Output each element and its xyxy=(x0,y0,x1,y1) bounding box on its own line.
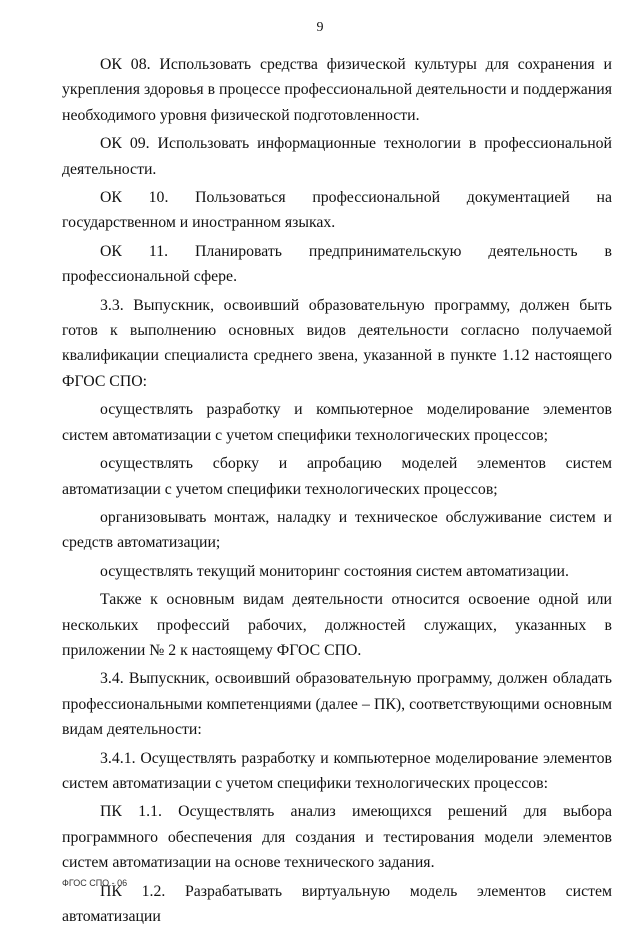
list-item-activity-3: организовывать монтаж, наладку и техническое обслуживание систем и средств автоматизации; xyxy=(62,508,612,552)
paragraph-ok-10: ОК 10. Пользоваться профессиональной документацией на государственном и иностранном языках. xyxy=(62,189,612,232)
list-item-activity-1: осуществлять разработку и компьютерное моделирование элементов систем автоматизации с учетом специфики технологических процессов; xyxy=(62,401,612,444)
paragraph-ok-08: ОК 08. Использовать средства физической культуры для сохранения и укрепления здоровья в процессе профессиональной деятельности и поддержания необходимого уровня физической подготовленности. xyxy=(62,56,612,124)
paragraph-3-4: 3.4. Выпускник, освоивший образовательную программу, должен обладать профессиональными компетенциями (далее – ПК), соответствующими основным видам деятельности: xyxy=(62,670,612,739)
paragraph-additional-professions: Также к основным видам деятельности относится освоение одной или нескольких профессий рабочих, должностей служащих, указанных в приложении № 2 к настоящему ФГОС СПО. xyxy=(62,591,612,659)
page-number: 9 xyxy=(316,20,324,35)
paragraph-ok-11: ОК 11. Планировать предпринимательскую деятельность в профессиональной сфере. xyxy=(62,242,612,286)
paragraph-ok-09: ОК 09. Использовать информационные технологии в профессиональной деятельности. xyxy=(62,135,612,178)
paragraph-3-3: 3.3. Выпускник, освоивший образовательную программу, должен быть готов к выполнению основных видов деятельности согласно получаемой квалификации специалиста среднего звена, указанной в пункте 1.12 настоящего ФГОС СПО: xyxy=(62,296,612,390)
list-item-activity-4: осуществлять текущий мониторинг состояния систем автоматизации. xyxy=(100,562,569,580)
paragraph-pk-1-1: ПК 1.1. Осуществлять анализ имеющихся решений для выбора программного обеспечения для создания и тестирования модели элементов систем автоматизации на основе технического задания. xyxy=(62,803,612,872)
list-item-activity-2: осуществлять сборку и апробацию моделей элементов систем автоматизации с учетом специфики технологических процессов; xyxy=(62,455,612,498)
paragraph-3-4-1: 3.4.1. Осуществлять разработку и компьютерное моделирование элементов систем автоматизации с учетом специфики технологических процессов: xyxy=(62,749,612,792)
footer-label: ФГОС СПО - 06 xyxy=(62,878,128,888)
paragraph-pk-1-2: ПК 1.2. Разрабатывать виртуальную модель элементов систем автоматизации xyxy=(62,882,612,925)
document-body xyxy=(62,52,612,932)
